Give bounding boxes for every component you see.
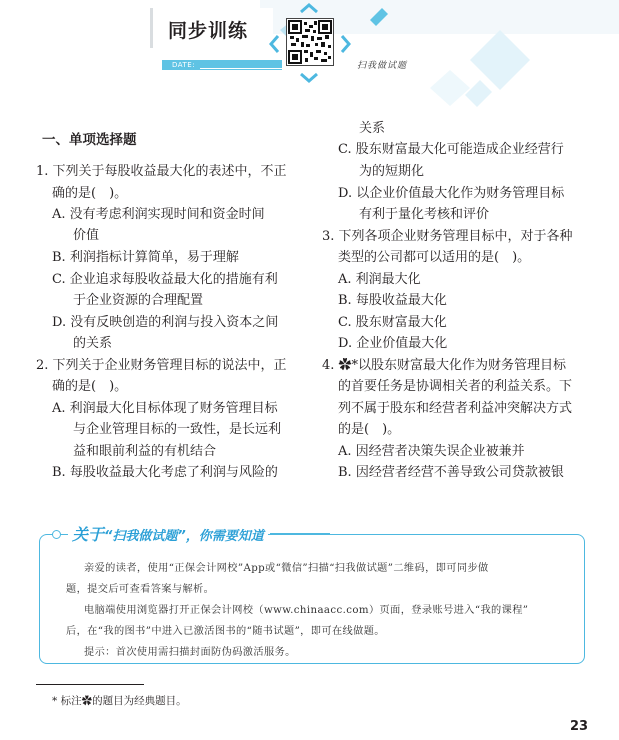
question-3-stem: 3. 下列各项企业财务管理目标中，对于各种: [322, 229, 573, 244]
option-a-cont: 与企业管理目标的一致性，是长远利: [73, 422, 282, 437]
option-a-cont: 益和眼前利益的有机结合: [73, 444, 217, 459]
section-title: 一、单项选择题: [42, 132, 137, 148]
option-c-cont: 为的短期化: [359, 164, 425, 179]
question-4-stem: 的首要任务是协调相关者的利益关系。下: [338, 379, 573, 394]
option-c-cont: 于企业资源的合理配置: [73, 293, 204, 308]
option-a[interactable]: A. 没有考虑利润实现时间和资金时间: [52, 207, 265, 222]
info-heading: [68, 522, 268, 545]
option-d-cont: 的关系: [73, 336, 113, 351]
page-number: 23: [570, 719, 589, 734]
option-a[interactable]: A. 利润最大化目标体现了财务管理目标: [52, 401, 278, 416]
info-heading-rule: [270, 533, 330, 535]
question-4-stem: 的是( )。: [338, 422, 401, 437]
option-d[interactable]: D. 以企业价值最大化作为财务管理目标: [338, 186, 565, 201]
option-d[interactable]: D. 没有反映创造的利润与投入资本之间: [52, 315, 279, 330]
scan-label: 扫我做试题: [357, 61, 408, 71]
info-line: 亲爱的读者，使用“正保会计网校”App或“微信”扫描“扫我做试题”二维码，即可同步做: [84, 563, 489, 574]
option-c[interactable]: C. 股东财富最大化: [338, 315, 447, 330]
question-2-stem: 2. 下列关于企业财务管理目标的说法中，正: [36, 358, 287, 373]
question-3-stem: 类型的公司都可以适用的是( )。: [338, 250, 531, 265]
info-line: 电脑端使用浏览器打开正保会计网校（www.chinaacc.com）页面，登录账号进入“我的课程”: [84, 605, 529, 616]
info-line: 后，在“我的图书”中进入已激活图书的“随书试题”，即可在线做题。: [66, 626, 385, 637]
question-4-stem: 列不属于股东和经营者利益冲突解决方式: [338, 401, 573, 416]
option-c[interactable]: C. 企业追求每股收益最大化的措施有利: [52, 272, 278, 287]
page-title: 同步训练: [168, 20, 249, 42]
info-heading-prefix: 关于: [72, 525, 105, 544]
question-2-stem: 确的是( )。: [52, 379, 128, 394]
option-a[interactable]: A. 利润最大化: [338, 272, 421, 287]
footnote-rule: [36, 684, 144, 685]
footnote: * 标注✿的题目为经典题目。: [52, 695, 187, 707]
info-line: 提示：首次使用需扫描封面防伪码激活服务。: [84, 647, 296, 658]
date-label: DATE:: [172, 61, 196, 69]
option-a[interactable]: A. 因经营者决策失误企业被兼并: [338, 444, 525, 459]
option-b-cont: 关系: [359, 121, 386, 136]
option-c[interactable]: C. 股东财富最大化可能造成企业经营行: [338, 142, 564, 157]
info-line: 题，提交后可查看答案与解析。: [66, 584, 215, 595]
option-b[interactable]: B. 因经营者经营不善导致公司贷款被银: [338, 465, 564, 480]
question-1-stem: 确的是( )。: [52, 186, 128, 201]
option-b[interactable]: B. 每股收益最大化考虑了利润与风险的: [52, 465, 278, 480]
info-dot-icon: [52, 530, 61, 539]
option-d[interactable]: D. 企业价值最大化: [338, 336, 448, 351]
option-b[interactable]: B. 每股收益最大化: [338, 293, 447, 308]
option-b[interactable]: B. 利润指标计算简单，易于理解: [52, 250, 239, 265]
info-heading-text: “扫我做试题”，你需要知道: [104, 529, 264, 544]
option-a-cont: 价值: [73, 228, 100, 243]
question-1-stem: 1. 下列关于每股收益最大化的表述中，不正: [36, 164, 287, 179]
question-4-stem: 4. ✿*以股东财富最大化作为财务管理目标: [322, 358, 567, 373]
option-d-cont: 有利于量化考核和评价: [359, 207, 490, 222]
